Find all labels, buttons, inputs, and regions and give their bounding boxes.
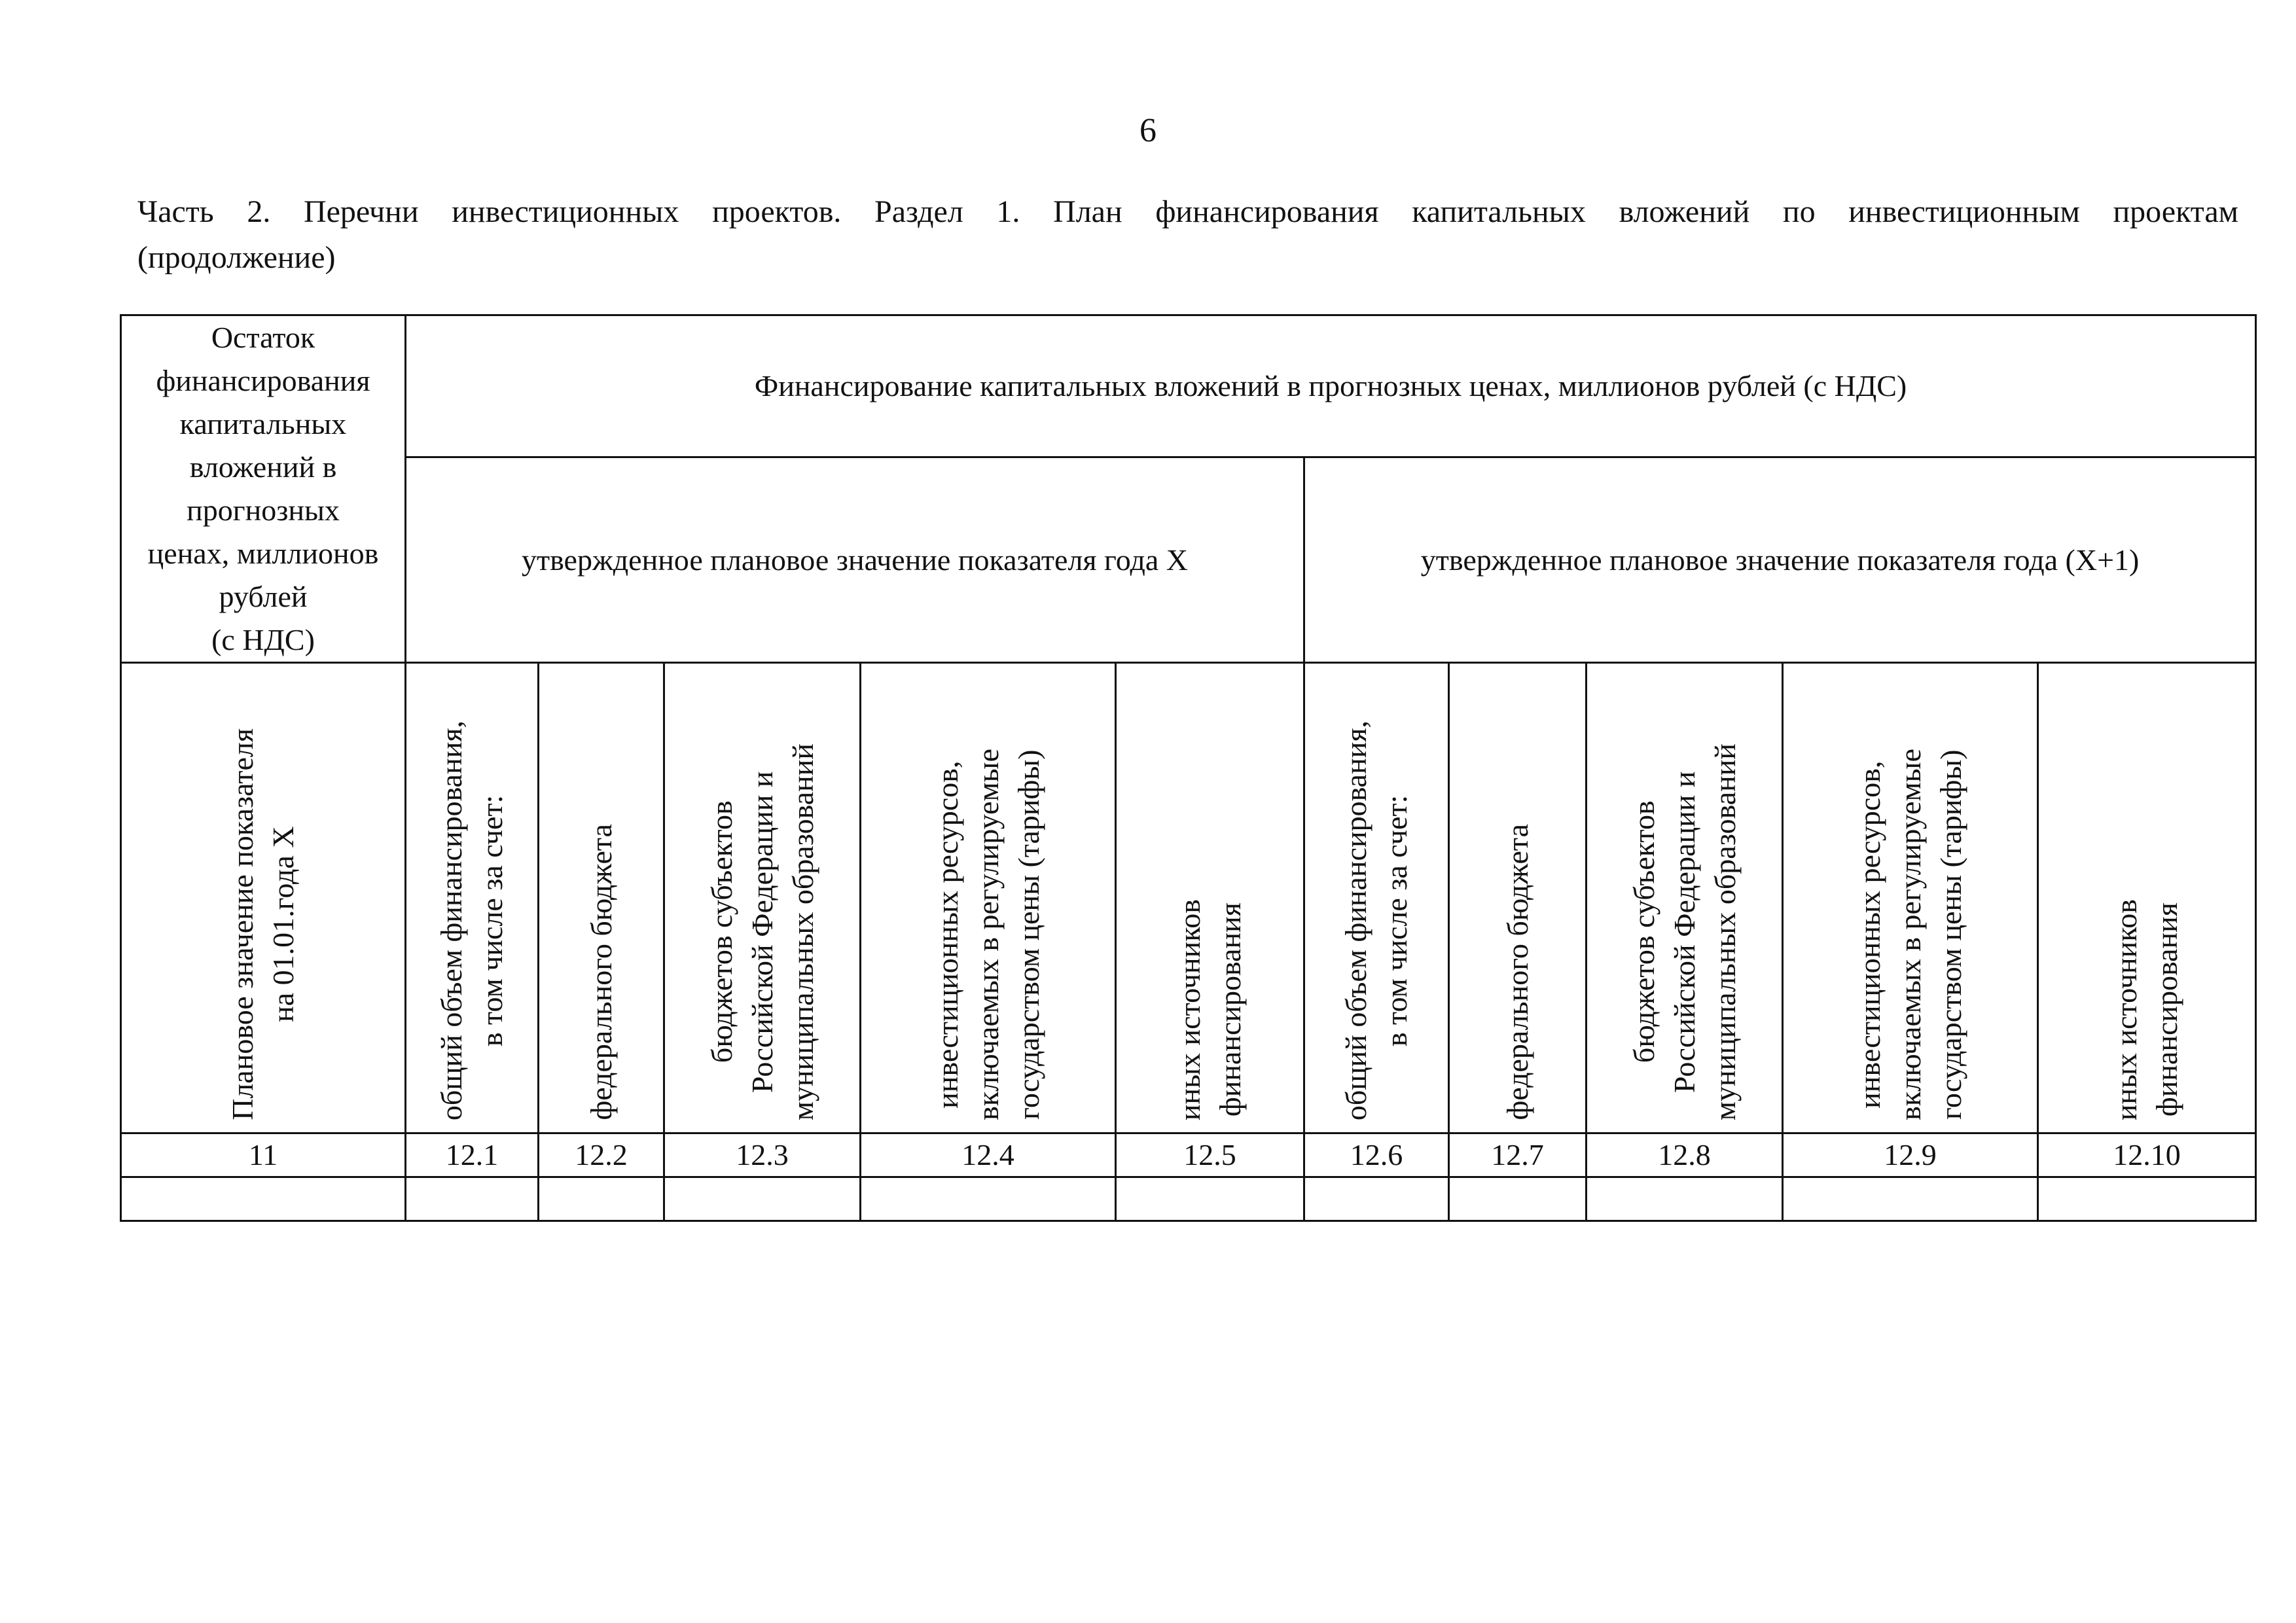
- column-number: 12.5: [1116, 1133, 1304, 1177]
- table-cell: [664, 1177, 861, 1221]
- column-number: 12.7: [1449, 1133, 1587, 1177]
- column-number: 12.9: [1783, 1133, 2038, 1177]
- table-caption-continuation: (продолжение): [137, 240, 336, 275]
- column-header-total-x: общий объем финансирования, в том числе за счет:: [406, 663, 539, 1133]
- column-header-other-x1: иных источников финансирования: [2038, 663, 2256, 1133]
- column-header-regional-x: бюджетов субъектов Российской Федерации и муниципальных образований: [664, 663, 861, 1133]
- column-number: 12.6: [1304, 1133, 1449, 1177]
- column-header-total-x1: общий объем финансирования, в том числе за счет:: [1304, 663, 1449, 1133]
- column-number: 12.8: [1587, 1133, 1783, 1177]
- table-cell: [406, 1177, 539, 1221]
- remainder-header: Остаток финансирования капитальных вложений в прогнозных ценах, миллионов рублей (с НДС): [121, 315, 406, 663]
- column-header-federal-x1: федерального бюджета: [1449, 663, 1587, 1133]
- table-cell: [539, 1177, 664, 1221]
- financing-header: Финансирование капитальных вложений в прогнозных ценах, миллионов рублей (с НДС): [406, 315, 2256, 457]
- column-header-regional-x1: бюджетов субъектов Российской Федерации и муниципальных образований: [1587, 663, 1783, 1133]
- column-header-investment-x: инвестиционных ресурсов, включаемых в регулируемые государством цены (тарифы): [861, 663, 1116, 1133]
- column-number: 12.10: [2038, 1133, 2256, 1177]
- page-number: 6: [1139, 112, 1157, 149]
- column-number: 12.3: [664, 1133, 861, 1177]
- table-cell: [1116, 1177, 1304, 1221]
- column-number-row: [121, 1133, 2256, 1177]
- table-caption: Часть 2. Перечни инвестиционных проектов. Раздел 1. План финансирования капитальных вложений по инвестиционным проектам: [137, 194, 2238, 229]
- financing-plan-table: [120, 314, 2257, 1222]
- column-number: 12.1: [406, 1133, 539, 1177]
- column-header-other-x: иных источников финансирования: [1116, 663, 1304, 1133]
- year-x1-header: утвержденное плановое значение показателя года (X+1): [1304, 457, 2256, 663]
- table-cell: [1304, 1177, 1449, 1221]
- table-cell: [861, 1177, 1116, 1221]
- table-cell: [1449, 1177, 1587, 1221]
- column-header-federal-x: федерального бюджета: [539, 663, 664, 1133]
- column-number: 11: [121, 1133, 406, 1177]
- empty-data-row: [121, 1177, 2256, 1221]
- table-cell: [121, 1177, 406, 1221]
- column-number: 12.2: [539, 1133, 664, 1177]
- table-cell: [2038, 1177, 2256, 1221]
- table-cell: [1783, 1177, 2038, 1221]
- table-cell: [1587, 1177, 1783, 1221]
- column-header-investment-x1: инвестиционных ресурсов, включаемых в регулируемые государством цены (тарифы): [1783, 663, 2038, 1133]
- column-header-planned-value: Плановое значение показателя на 01.01.года X: [121, 663, 406, 1133]
- column-number: 12.4: [861, 1133, 1116, 1177]
- year-x-header: утвержденное плановое значение показателя года X: [406, 457, 1304, 663]
